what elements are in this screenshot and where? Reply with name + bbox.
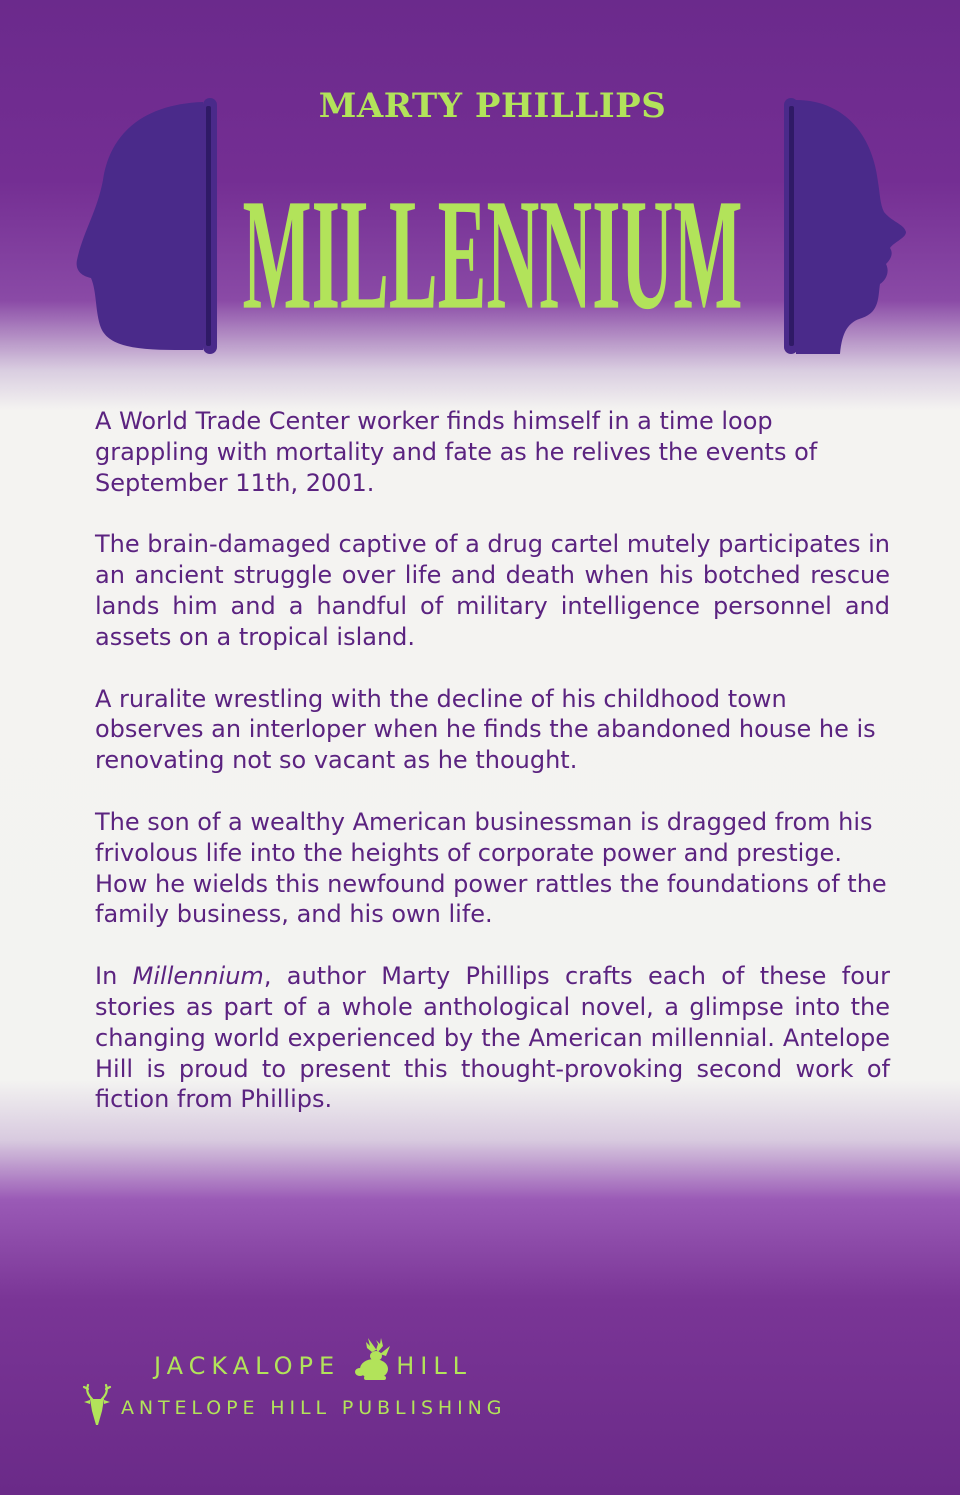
antelope-head-icon xyxy=(82,1383,112,1427)
blurb-paragraph-3: A ruralite wrestling with the decline of his childhood town observes an interloper when he finds the abandoned house he is renovating not so vacant as he thought. xyxy=(95,684,876,775)
blurb-p5-lead: In xyxy=(95,962,133,991)
blurb-p5-title: Millennium xyxy=(132,962,264,991)
head-profile-right-icon xyxy=(782,92,912,357)
blurb-paragraph-4: The son of a wealthy American businessman is dragged from his frivolous life into the heights of corporate power and prestige. How he wields this newfound power rattles the foundations of the family business, and his own life. xyxy=(95,807,887,929)
blurb-paragraph-1: A World Trade Center worker finds himself in a time loop grappling with mortality and fate as he relives the events of September 11th, 2001. xyxy=(95,407,818,497)
imprint-wordmark xyxy=(154,1352,472,1380)
imprint-right-text: HILL xyxy=(396,1352,473,1380)
blurb-paragraph-2: The brain-damaged captive of a drug cartel mutely participates in an ancient struggle over life and death when his botched rescue lands him and a handful of military intelligence personnel and assets on a tropical island. xyxy=(95,530,890,651)
back-cover-blurb xyxy=(95,406,890,1146)
author-name: MARTY PHILLIPS xyxy=(318,86,667,126)
jackalope-icon xyxy=(350,1336,398,1382)
book-title: MILLENNIUM xyxy=(242,165,743,343)
imprint-left-text: JACKALOPE xyxy=(154,1352,341,1380)
blurb-paragraph-5 xyxy=(95,961,890,1115)
blurb-p5-rest: , author Marty Phillips crafts each of these four stories as part of a whole anthological novel, a glimpse into the changing world experienced by the American millennial. Antelope Hill is proud to present this thought-provoking second work of fiction from Phillips. xyxy=(95,962,891,1114)
publisher-name: ANTELOPE HILL PUBLISHING xyxy=(121,1397,507,1419)
